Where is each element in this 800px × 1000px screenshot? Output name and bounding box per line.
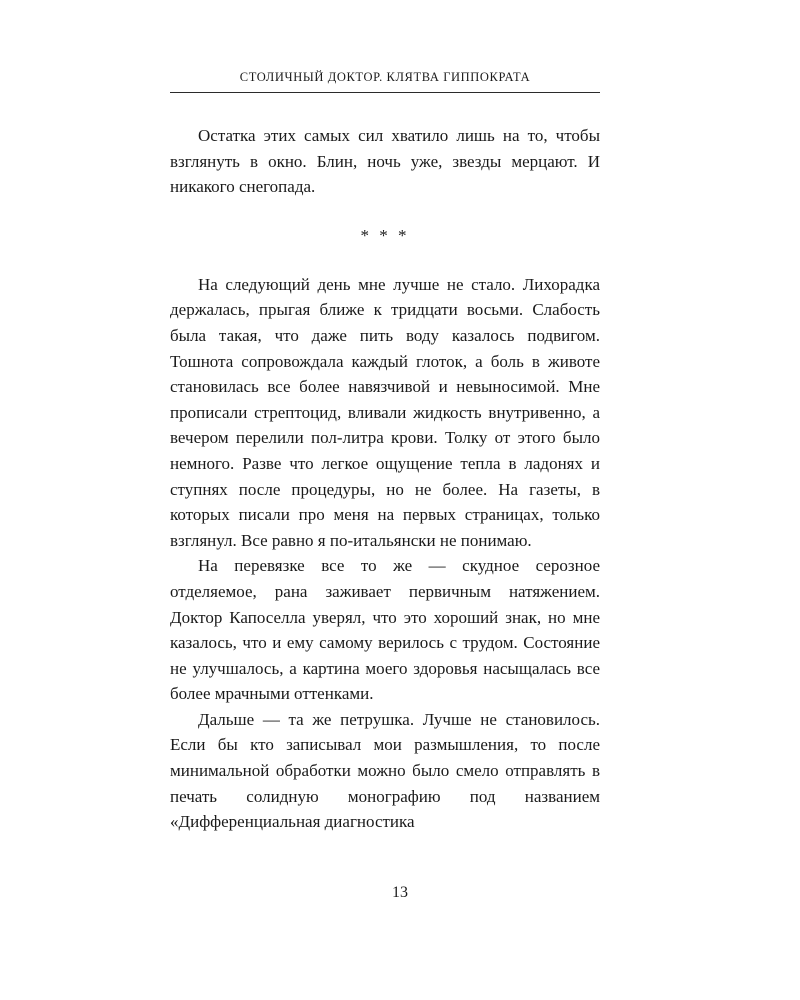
- running-head: СТОЛИЧНЫЙ ДОКТОР. КЛЯТВА ГИППОКРАТА: [239, 70, 531, 84]
- paragraph: Дальше — та же петрушка. Лучше не становилось. Если бы кто записывал мои размышления, то после минимальной обработки можно было смело отправлять в печать солидную монографию под названием «Дифференциальная диагностика: [170, 709, 600, 832]
- page-number: 13: [392, 884, 408, 901]
- paragraph: Остатка этих самых сил хватило лишь на то, чтобы взглянуть в окно. Блин, ночь уже, звезды мерцают. И никакого снегопада.: [170, 126, 600, 197]
- paragraph: На следующий день мне лучше не стало. Лихорадка держалась, прыгая ближе к тридцати восьми. Слабость была такая, что даже пить воду казалось подвигом. Тошнота сопровождала каждый глоток, а боль в животе становилась все более навязчивой и невыносимой. Мне прописали стрептоцид, вливали жидкость внутривенно, а вечером перелили пол-литра крови. Толку от этого было немного. Разве что легкое ощущение тепла в ладонях и ступнях после процедуры, но не более. На газеты, в которых писали про меня на первых страницах, только взглянул. Все равно я по-итальянски не понимаю.: [170, 274, 600, 550]
- page-content: [170, 70, 600, 835]
- header-rule: [170, 92, 600, 93]
- paragraph: На перевязке все то же — скудное серозное отделяемое, рана заживает первичным натяжением. Доктор Капоселла уверял, что это хороший знак, но мне казалось, что и ему самому верилось с трудом. Состояние не улучшалось, а картина моего здоровья насыщалась все более мрачными оттенками.: [170, 556, 600, 704]
- section-divider: * * *: [360, 225, 410, 245]
